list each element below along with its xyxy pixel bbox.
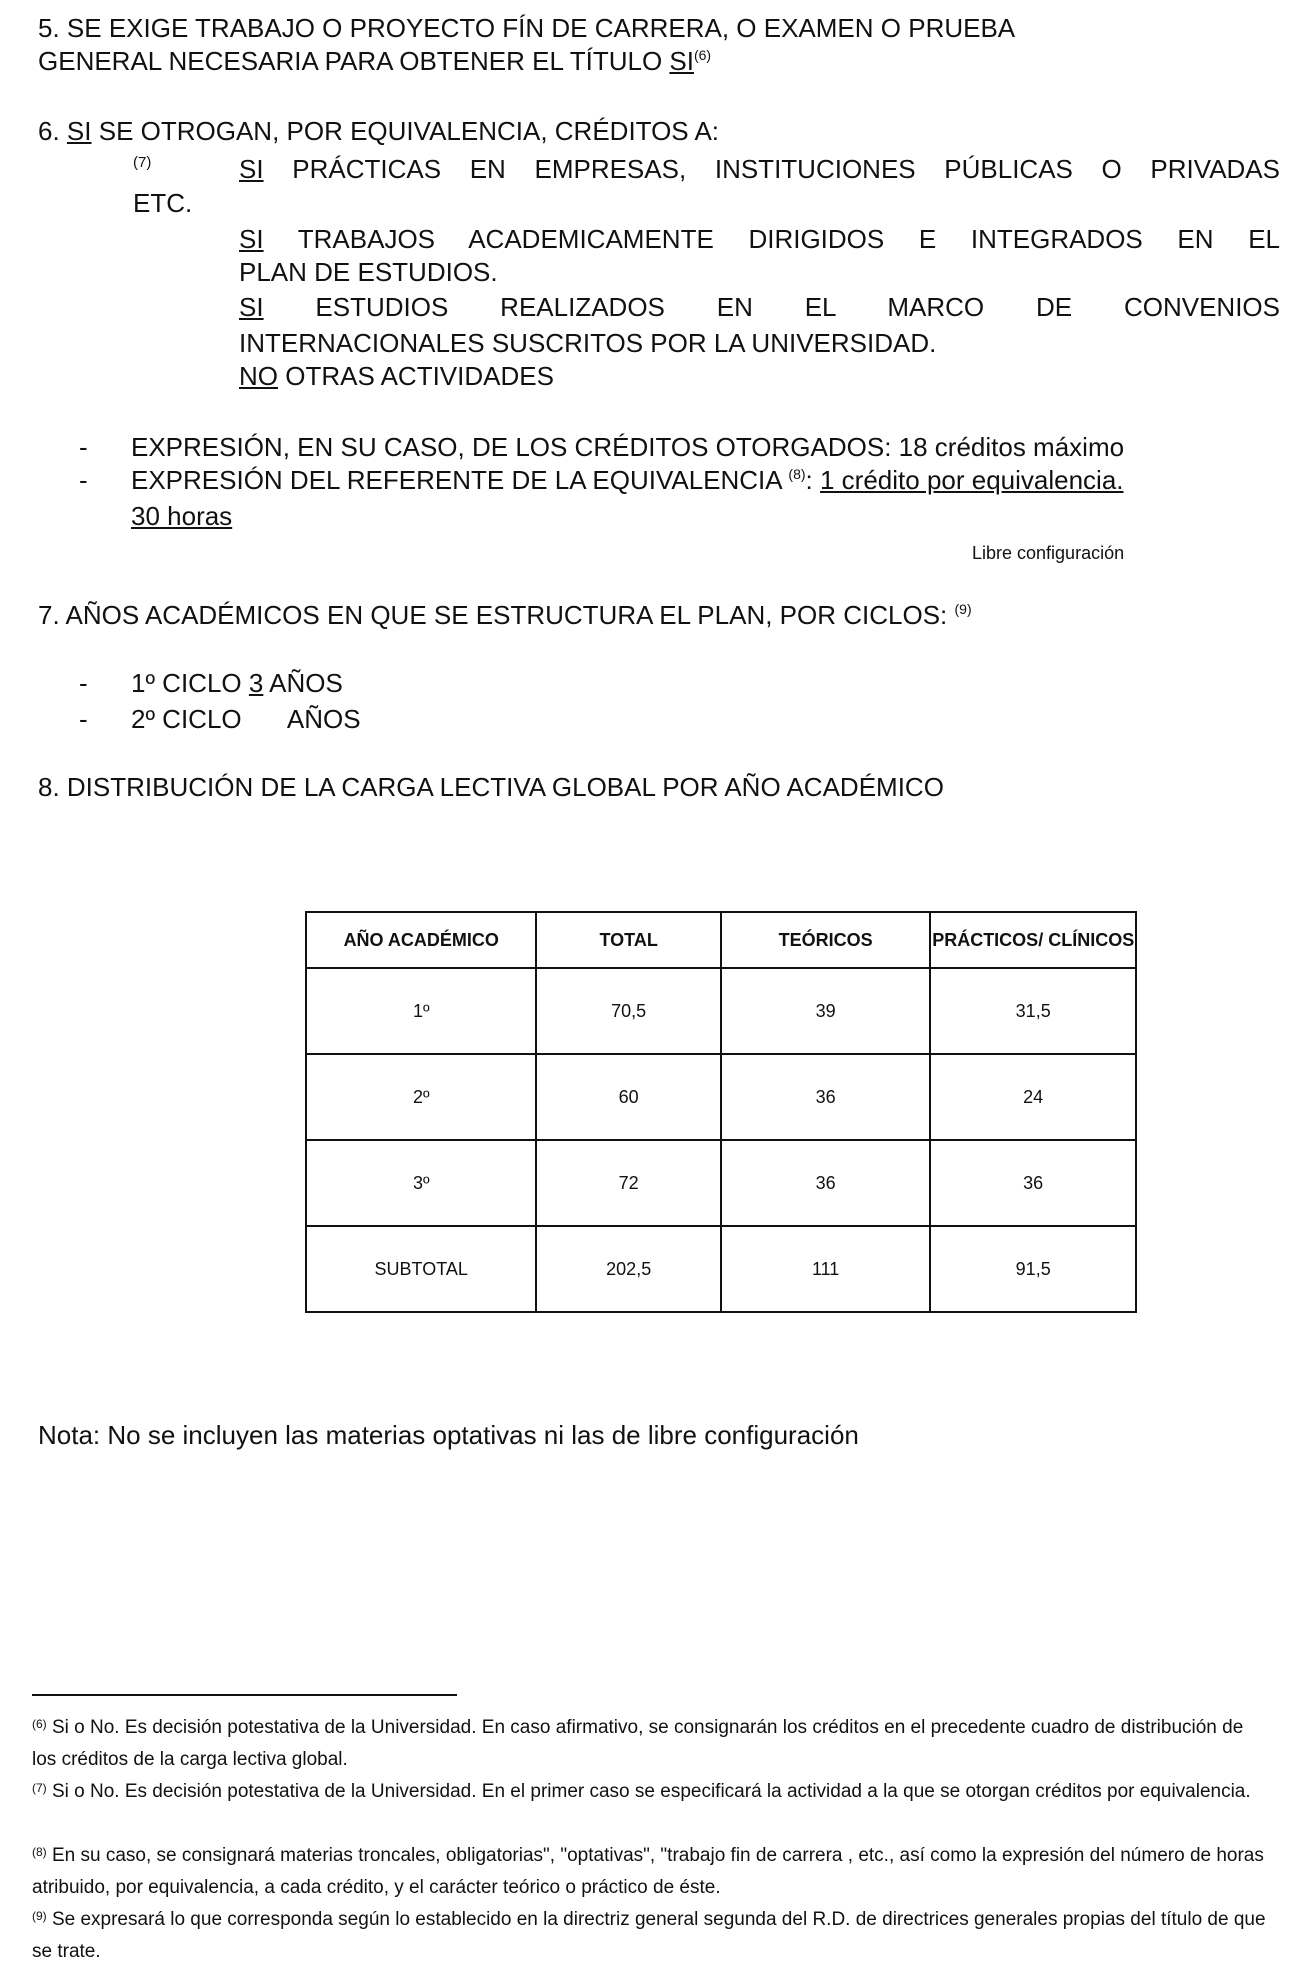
footnote-text: Si o No. Es decisión potestativa de la Universidad. En caso afirmativo, se consignarán los créditos en el precedente cuadro de distribución de los créditos de la carga lectiva global.	[32, 1717, 1244, 1770]
footnote-text: En su caso, se consignará materias troncales, obligatorias", "optativas", "trabajo fin de carrera , etc., así como la expresión del número de horas atribuido, por equivalencia, a cada crédito, y el carácter teórico o práctico de éste.	[32, 1845, 1264, 1898]
expr-value: 18 créditos máximo	[898, 432, 1125, 462]
header-ano: AÑO ACADÉMICO	[306, 912, 536, 968]
cell: 72	[536, 1140, 720, 1226]
cycle-value: 3	[248, 668, 264, 698]
section6-text: SE OTROGAN, POR EQUIVALENCIA, CRÉDITOS A:	[91, 116, 720, 146]
item-otras	[239, 361, 554, 391]
footnote-8	[32, 1840, 1272, 1904]
libre-configuracion-note: Libre configuración	[972, 543, 1125, 563]
section5-text: GENERAL NECESARIA PARA OBTENER EL TÍTULO	[38, 46, 670, 76]
expr-label: EXPRESIÓN, EN SU CASO, DE LOS CRÉDITOS OTORGADOS:	[131, 432, 899, 462]
expr-value-cont: 30 horas	[131, 501, 233, 531]
section7-title	[38, 600, 972, 630]
footnote-7	[32, 1776, 1272, 1808]
section8-title: 8. DISTRIBUCIÓN DE LA CARGA LECTIVA GLOBAL POR AÑO ACADÉMICO	[38, 772, 944, 802]
cell: 2º	[306, 1054, 536, 1140]
footnote-ref: (8)	[32, 1845, 47, 1859]
cell: 36	[721, 1140, 930, 1226]
cell: 70,5	[536, 968, 720, 1054]
cell: SUBTOTAL	[306, 1226, 536, 1312]
header-practicos: PRÁCTICOS/ CLÍNICOS	[930, 912, 1136, 968]
cycle-1	[131, 668, 343, 698]
header-teoricos: TEÓRICOS	[721, 912, 930, 968]
bullet: -	[79, 704, 88, 734]
section6-title	[38, 116, 719, 146]
expr-label: EXPRESIÓN DEL REFERENTE DE LA EQUIVALENCIA	[131, 465, 789, 495]
item-text: PRÁCTICAS EN EMPRESAS, INSTITUCIONES PÚBLICAS O PRIVADAS	[263, 154, 1280, 184]
footnote-ref: (6)	[32, 1717, 47, 1731]
item-estudios	[239, 292, 1280, 322]
footnote-divider	[32, 1694, 457, 1696]
footnote-ref: (9)	[32, 1909, 47, 1923]
cell: 1º	[306, 968, 536, 1054]
item-answer: SI	[239, 154, 264, 184]
item-practicas	[239, 154, 1280, 184]
section5-answer: SI	[669, 46, 694, 76]
footnote-text: Si o No. Es decisión potestativa de la Universidad. En el primer caso se especificará la actividad a la que se otorgan créditos por equivalencia.	[46, 1781, 1251, 1802]
cell: 36	[930, 1140, 1136, 1226]
footnote-text: Se expresará lo que corresponda según lo establecido en la directriz general segunda del R.D. de directrices generales propias del título de que se trate.	[32, 1909, 1266, 1962]
item-answer: NO	[239, 361, 278, 391]
section5-line2	[38, 46, 711, 76]
cell: 24	[930, 1054, 1136, 1140]
item-trabajos	[239, 224, 1280, 254]
cell: 111	[721, 1226, 930, 1312]
item-answer: SI	[239, 292, 264, 322]
bullet: -	[79, 465, 88, 495]
table-header-row	[306, 912, 1136, 968]
cycle-label: 1º CICLO	[131, 668, 249, 698]
item-practicas-cont: ETC.	[133, 188, 193, 218]
section5-line1: 5. SE EXIGE TRABAJO O PROYECTO FÍN DE CARRERA, O EXAMEN O PRUEBA	[38, 13, 1016, 43]
item-estudios-cont: INTERNACIONALES SUSCRITOS POR LA UNIVERSIDAD.	[239, 328, 937, 358]
table-row	[306, 1140, 1136, 1226]
footnote-9	[32, 1904, 1272, 1968]
carga-lectiva-table	[305, 911, 1137, 1313]
footnote-ref: (7)	[133, 154, 152, 171]
cycle-label: 2º CICLO	[131, 704, 249, 734]
section6-answer: SI	[66, 116, 92, 146]
item-trabajos-cont: PLAN DE ESTUDIOS.	[239, 257, 498, 287]
header-total: TOTAL	[536, 912, 720, 968]
section7-text: 7. AÑOS ACADÉMICOS EN QUE SE ESTRUCTURA EL PLAN, POR CICLOS:	[38, 600, 955, 630]
expr-referente: EXPRESIÓN DEL REFERENTE DE LA EQUIVALENCIA $^{(8)}$: 1 crédito por equivalencia.	[131, 465, 1124, 495]
section6-prefix: 6.	[38, 116, 67, 146]
nota: Nota: No se incluyen las materias optativas ni las de libre configuración	[38, 1420, 859, 1450]
cell: 39	[721, 968, 930, 1054]
table-row	[306, 1054, 1136, 1140]
cycle-unit: AÑOS	[263, 668, 343, 698]
cell: 91,5	[930, 1226, 1136, 1312]
item-answer: SI	[239, 224, 264, 254]
cell: 60	[536, 1054, 720, 1140]
cell: 202,5	[536, 1226, 720, 1312]
item-text: TRABAJOS ACADEMICAMENTE DIRIGIDOS E INTEGRADOS EN EL	[263, 224, 1280, 254]
bullet: -	[79, 432, 88, 462]
footnote-ref: (9)	[954, 601, 972, 617]
table-row-subtotal	[306, 1226, 1136, 1312]
footnote-6	[32, 1712, 1272, 1776]
bullet: -	[79, 668, 88, 698]
expr-value: 1 crédito por equivalencia.	[820, 465, 1124, 495]
cell: 3º	[306, 1140, 536, 1226]
footnote-ref: (6)	[693, 47, 712, 63]
table-row	[306, 968, 1136, 1054]
cycle-unit: AÑOS	[286, 704, 361, 734]
cell: 36	[721, 1054, 930, 1140]
cycle-2	[131, 704, 361, 734]
expr-creditos	[131, 432, 1124, 462]
item-text: OTRAS ACTIVIDADES	[278, 361, 554, 391]
cell: 31,5	[930, 968, 1136, 1054]
footnote-ref: (8)	[788, 466, 806, 482]
item-text: ESTUDIOS REALIZADOS EN EL MARCO DE CONVENIOS	[263, 292, 1280, 322]
footnote-ref: (7)	[32, 1781, 47, 1795]
